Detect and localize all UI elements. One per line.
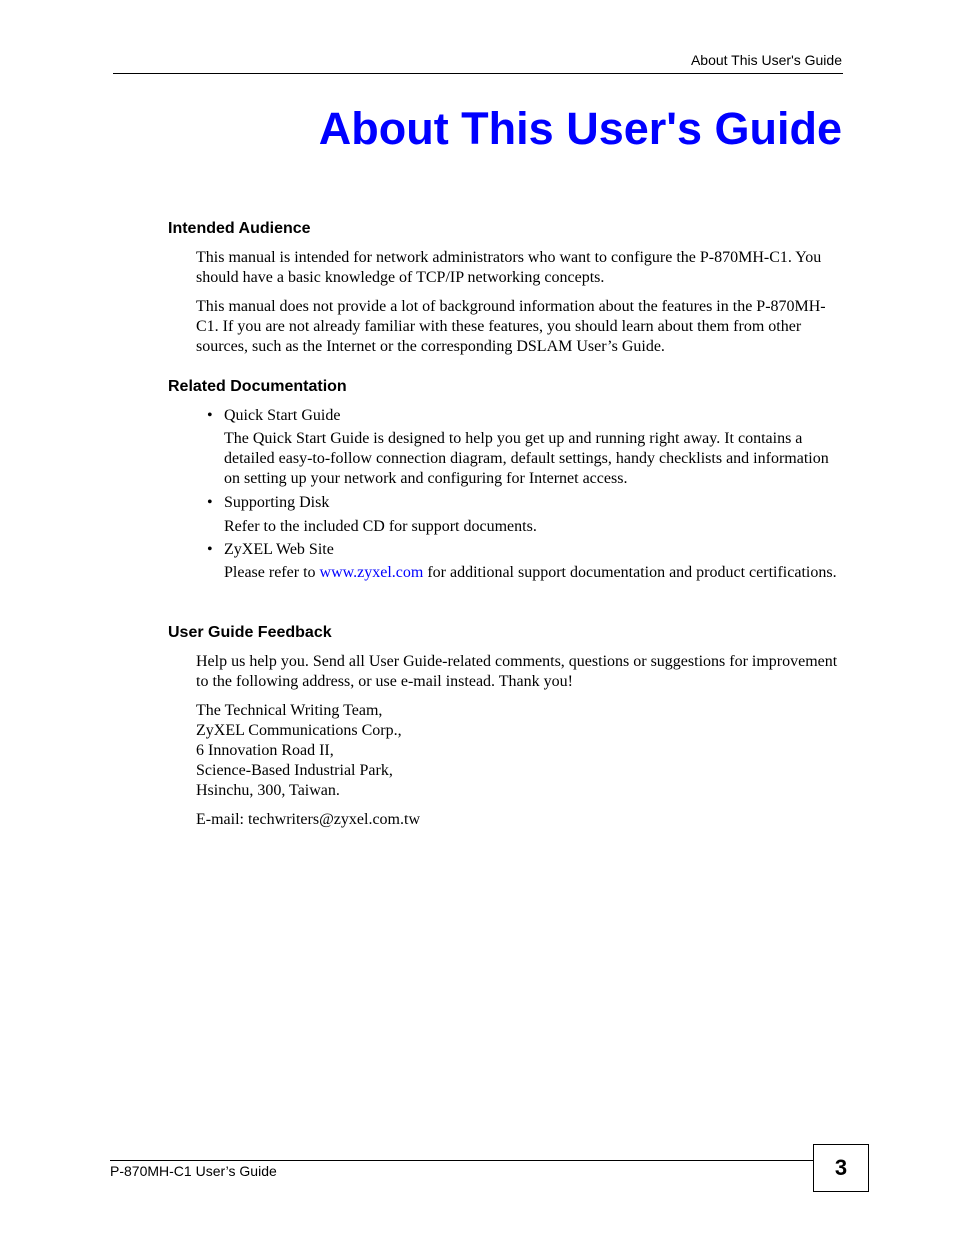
web-site-text-suffix: for additional support documentation and product certifications. xyxy=(423,564,837,581)
running-header: About This User's Guide xyxy=(690,52,842,68)
zyxel-web-site-label: ZyXEL Web Site xyxy=(224,541,334,558)
header-divider xyxy=(113,73,843,74)
related-documentation-heading: Related Documentation xyxy=(168,378,347,395)
quick-start-guide-description: The Quick Start Guide is designed to help you get up and running right away. It contains a detailed easy-to-follow connection diagram, default settings, handy checklists and information on setting up your network and configuring for Internet access. xyxy=(224,430,829,487)
address-line: 6 Innovation Road II, xyxy=(196,742,334,759)
address-line: Science-Based Industrial Park, xyxy=(196,762,393,779)
zyxel-web-site-description xyxy=(224,563,846,583)
feedback-paragraph: Help us help you. Send all User Guide-related comments, questions or suggestions for improvement to the following address, or use e-mail instead. Thank you! xyxy=(196,653,838,690)
intended-audience-paragraph-1: This manual is intended for network administrators who want to configure the P-870MH-C1. You should have a basic knowledge of TCP/IP networking concepts. xyxy=(196,249,822,286)
intended-audience-paragraph-2: This manual does not provide a lot of background information about the features in the P-870MH-C1. If you are not already familiar with these features, you should learn about them from other sources, such as the Internet or the corresponding DSLAM User’s Guide. xyxy=(196,298,826,355)
address-line: Hsinchu, 300, Taiwan. xyxy=(196,782,340,799)
bullet-marker: • xyxy=(207,494,213,511)
page-title: About This User's Guide xyxy=(318,103,842,154)
page-number: 3 xyxy=(813,1144,869,1192)
quick-start-guide-label: Quick Start Guide xyxy=(224,407,341,424)
feedback-email: E-mail: techwriters@zyxel.com.tw xyxy=(196,811,420,828)
web-site-text-prefix: Please refer to xyxy=(224,564,320,581)
mailing-address xyxy=(196,701,846,801)
zyxel-website-link[interactable]: www.zyxel.com xyxy=(319,564,424,581)
bullet-marker: • xyxy=(207,407,213,424)
address-line: ZyXEL Communications Corp., xyxy=(196,722,402,739)
intended-audience-heading: Intended Audience xyxy=(168,220,311,237)
bullet-marker: • xyxy=(207,541,213,558)
address-line: The Technical Writing Team, xyxy=(196,702,383,719)
user-guide-feedback-heading: User Guide Feedback xyxy=(168,624,332,641)
supporting-disk-label: Supporting Disk xyxy=(224,494,330,511)
supporting-disk-description: Refer to the included CD for support documents. xyxy=(224,518,537,535)
footer-guide-name: P-870MH-C1 User’s Guide xyxy=(110,1163,277,1179)
